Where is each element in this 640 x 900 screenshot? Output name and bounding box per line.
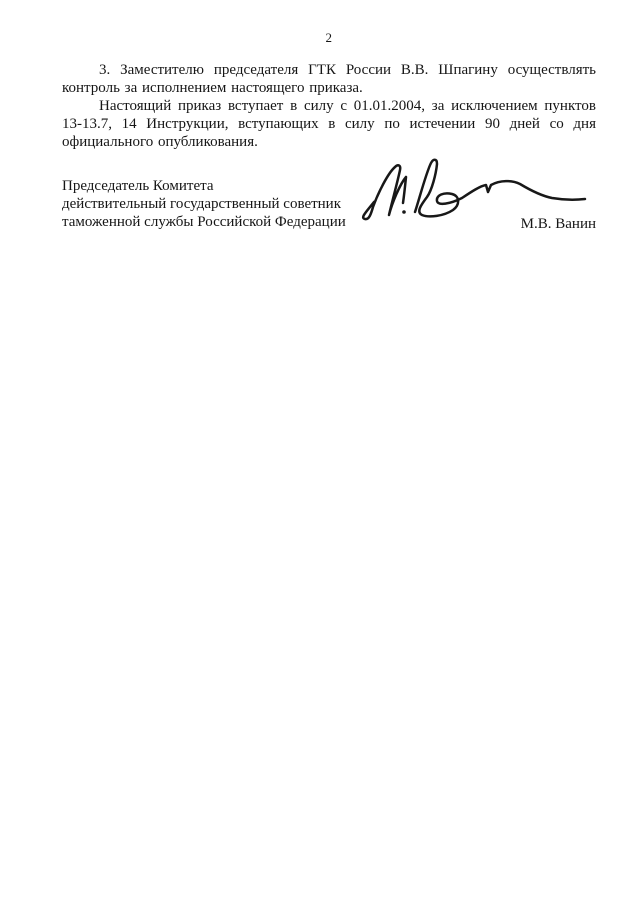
page-number: 2 xyxy=(325,30,333,45)
signoff-line-position: Председатель Комитета xyxy=(62,178,214,194)
signer-name: М.В. Ванин xyxy=(520,216,596,232)
signature-title-block xyxy=(62,177,382,231)
signoff-line-rank: действительный государственный советник xyxy=(62,196,342,212)
document-body xyxy=(62,61,596,151)
paragraph-control-order: 3. Заместителю председателя ГТК России В.В. Шпагину осуществлять контроль за исполнением настоящего приказа. xyxy=(62,62,596,96)
paragraph-entry-into-force: Настоящий приказ вступает в силу с 01.01.2004, за исключением пунктов 13-13.7, 14 Инструкции, вступающих в силу по истечении 90 дней со дня официального опубликования. xyxy=(62,98,596,150)
signoff-line-service: таможенной службы Российской Федерации xyxy=(62,214,346,230)
